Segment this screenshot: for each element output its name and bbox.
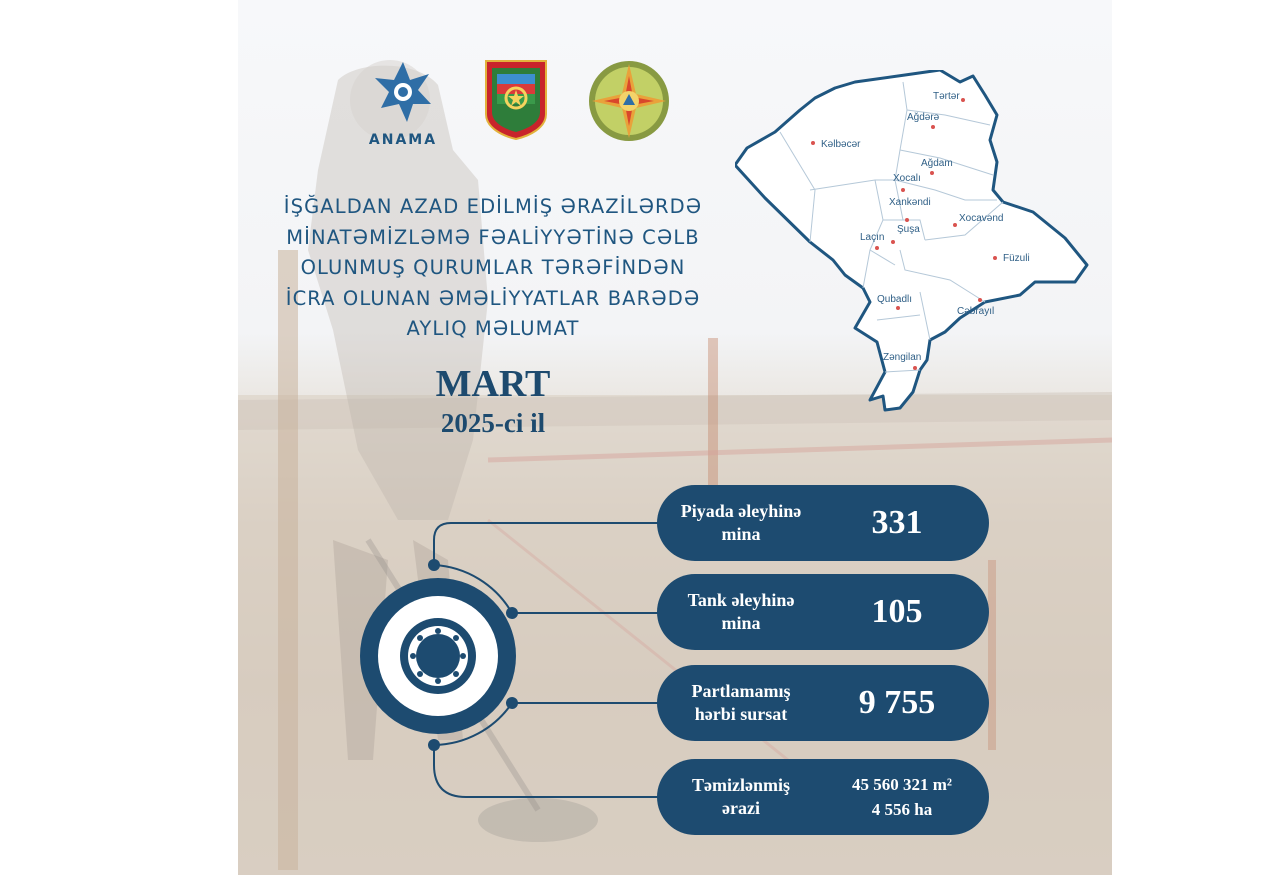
stat-unexploded-ordnance bbox=[657, 665, 989, 741]
map-label-terter: Tərtər bbox=[933, 91, 960, 102]
stat-label: Təmizlənmiş bbox=[692, 775, 790, 795]
map-label-agdere: Ağdərə bbox=[907, 112, 940, 123]
title-line: AYLIQ MƏLUMAT bbox=[406, 317, 580, 340]
poster-title bbox=[268, 192, 718, 345]
stat-cleared-area bbox=[657, 759, 989, 835]
stat-value: 105 bbox=[871, 593, 923, 630]
army-emblem-logo bbox=[483, 58, 549, 140]
map-label-agdam: Ağdam bbox=[921, 158, 953, 169]
title-line: MİNATƏMİZLƏMƏ FƏALİYYƏTİNƏ CƏLB bbox=[286, 225, 700, 249]
connector-diagram bbox=[358, 510, 658, 840]
infographic-poster bbox=[238, 0, 1112, 875]
stat-value-area-ha: 4 556 ha bbox=[871, 800, 933, 819]
region-map bbox=[735, 70, 1091, 422]
stat-label: Tank əleyhinə bbox=[687, 590, 795, 610]
anama-logo bbox=[363, 58, 443, 148]
stat-value-area-m2: 45 560 321 m² bbox=[851, 775, 952, 794]
report-year: 2025-ci il bbox=[440, 408, 546, 438]
emergency-ministry-logo bbox=[586, 58, 672, 144]
stat-label: hərbi sursat bbox=[694, 704, 788, 724]
map-label-xankendi: Xankəndi bbox=[889, 197, 931, 208]
stat-value: 9 755 bbox=[858, 684, 936, 721]
map-label-susa: Şuşa bbox=[897, 224, 920, 235]
map-label-fuzuli: Füzuli bbox=[1003, 253, 1030, 264]
title-line: İŞĞALDAN AZAD EDİLMİŞ ƏRAZİLƏRDƏ bbox=[283, 195, 703, 218]
map-label-zengilan: Zəngilan bbox=[883, 352, 922, 363]
map-label-qubadli: Qubadlı bbox=[877, 294, 913, 305]
stat-label: ərazi bbox=[722, 798, 760, 818]
map-label-xocali: Xocalı bbox=[893, 173, 921, 184]
stat-label: mina bbox=[721, 524, 761, 544]
title-line: İCRA OLUNAN ƏMƏLİYYATLAR BARƏDƏ bbox=[285, 286, 701, 310]
map-label-xocavend: Xocavənd bbox=[959, 213, 1004, 224]
map-label-lacin: Laçın bbox=[860, 232, 885, 243]
anama-logo-text: ANAMA bbox=[368, 132, 438, 148]
landmine-icon bbox=[360, 578, 516, 734]
stat-label: mina bbox=[721, 613, 761, 633]
report-month: MART bbox=[435, 363, 551, 405]
map-label-kelbecer: Kəlbəcər bbox=[821, 139, 861, 150]
stat-label: Piyada əleyhinə bbox=[680, 501, 802, 521]
stat-value: 331 bbox=[871, 504, 923, 541]
stat-antitank-mines bbox=[657, 574, 989, 650]
stat-antipersonnel-mines bbox=[657, 485, 989, 561]
title-line: OLUNMUŞ QURUMLAR TƏRƏFİNDƏN bbox=[300, 256, 686, 279]
map-label-cebrayil: Cəbrayıl bbox=[957, 306, 995, 317]
stat-label: Partlamamış bbox=[691, 681, 791, 701]
